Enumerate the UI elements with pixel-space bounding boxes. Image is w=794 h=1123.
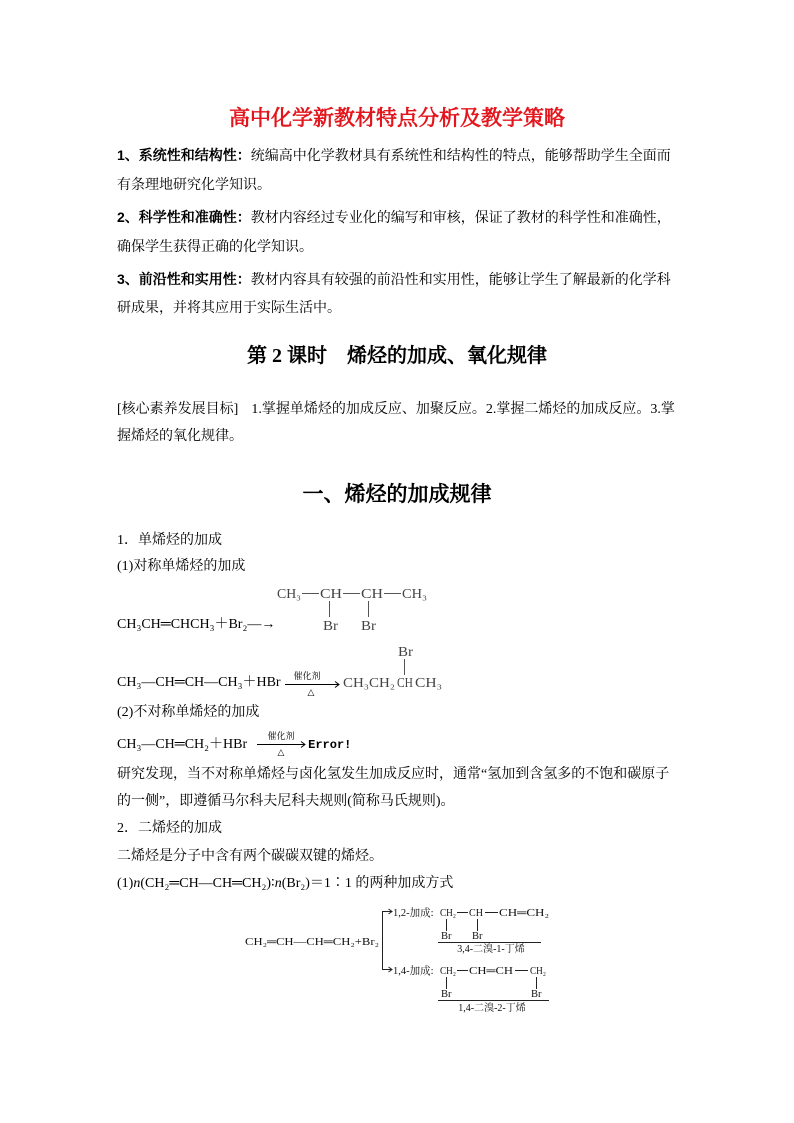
subheading-prefix: (1) [117,876,134,891]
eq3-reactants: CH₃—CH═CH₂＋HBr [117,737,248,752]
diene-heading: 2．二烯烃的加成 [117,821,222,836]
feature-3-lead: 3、前沿性和实用性： [117,271,251,287]
feature-1-line-1 [117,146,671,166]
eq1-reactants: CH₃CH═CHCH₃＋Br₂―→ [117,617,276,632]
subheading-n-2: n [274,876,282,891]
subheading-diene: (CH₂═CH—CH═CH₂)∶ [140,876,275,891]
eq1-product-structure [277,585,429,634]
feature-1-text: 统编高中化学教材具有系统性和结构性的特点，能够帮助学生全面而 [250,149,671,164]
eq1-substituent-2: Br [361,618,377,633]
route-1-substituent-2: Br [472,931,483,942]
eq2-part-2: CH [396,675,413,690]
eq1-atom-4: CH₃ [402,586,428,601]
scheme-reactants: CH₂═CH—CH═CH₂+Br₂ [245,937,380,948]
markovnikov-note-line-1: 研究发现，当不对称单烯烃与卤化氢发生加成反应时，通常“氢加到含氢多的不饱和碳原子 [117,767,670,782]
eq2-part-3: CH₃ [414,675,442,690]
route-2-substituent-1: Br [441,989,452,1000]
diene-definition: 二烯烃是分子中含有两个碳碳双键的烯烃。 [117,849,383,864]
route-2-chain-3: CH₂ [530,966,547,977]
eq2-reactants: CH₃—CH═CH—CH₃＋HBr [117,675,281,690]
markovnikov-note-line-2: 的一侧”，即遵循马尔科夫尼科夫规则(简称马氏规则)。 [117,794,455,809]
goals-label: [核心素养发展目标] [117,402,239,417]
eq1-atom-2: CH [320,586,343,601]
feature-2-line-1 [117,208,671,228]
route-2-label: 1,4-加成: [393,966,434,977]
goals-text: 1.掌握单烯烃的加成反应、加聚反应。2.掌握二烯烃的加成反应。3.掌 [251,402,675,417]
eq1-atom-1: CH₃ [277,586,302,601]
eq2-catalyst: 催化剂 [293,671,321,681]
route-1-chain-3: CH═CH₂ [499,908,550,919]
feature-2-line-2: 确保学生获得正确的化学知识。 [117,240,313,255]
eq2-reaction-arrow [285,668,341,698]
equation-hydrobromination [117,643,443,697]
route-2-product-name: 1,4-二溴-2-丁烯 [458,1003,526,1014]
subheading-n-1: n [133,876,141,891]
equation-bromination [117,585,429,634]
goals-line-1 [117,401,675,419]
mono-alkene-heading: 1．单烯烃的加成 [117,533,222,548]
feature-2-lead: 2、科学性和准确性： [117,209,251,225]
eq2-part-1: CH₃CH₂ [342,675,395,690]
eq3-heat-condition: △ [277,747,285,757]
asymmetric-heading: (2)不对称单烯烃的加成 [117,705,260,720]
eq3-reaction-arrow [257,730,307,760]
eq3-product-error: Error! [308,738,352,752]
diene-addition-scheme [240,900,560,1020]
eq1-atom-3: CH [361,586,384,601]
goals-line-2: 握烯烃的氧化规律。 [117,429,243,444]
route-1-chain-2: CH [469,908,484,919]
lesson-title: 第 2 课时 烯烃的加成、氧化规律 [247,345,547,367]
route-1-label: 1,2-加成: [393,908,434,919]
eq2-heat-condition: △ [307,687,315,697]
eq2-substituent: Br [397,644,414,659]
route-1-chain-1: CH₂ [440,908,457,919]
feature-3-line-1 [117,270,671,290]
section-heading: 一、烯烃的加成规律 [302,482,492,506]
feature-1-line-2: 有条理地研究化学知识。 [117,178,271,193]
route-2-substituent-2: Br [531,989,542,1000]
feature-2-text: 教材内容经过专业化的编写和审核，保证了教材的科学性和准确性， [250,211,671,226]
feature-1-lead: 1、系统性和结构性： [117,147,251,163]
subheading-bromine: (Br₂)＝1∶1 的两种加成方式 [281,876,454,891]
feature-3-text: 教材内容具有较强的前沿性和实用性，能够让学生了解最新的化学科 [250,273,671,288]
route-1-product-name: 3,4-二溴-1-丁烯 [457,944,525,955]
feature-3-line-2: 研成果，并将其应用于实际生活中。 [117,301,341,316]
page-title: 高中化学新教材特点分析及教学策略 [229,106,565,130]
route-1-substituent-1: Br [441,931,452,942]
diene-subheading [117,875,453,893]
symmetric-heading: (1)对称单烯烃的加成 [117,559,246,574]
eq1-substituent-1: Br [323,618,339,633]
route-2-chain-2: CH═CH [469,966,514,977]
route-2-chain-1: CH₂ [440,966,457,977]
equation-asymmetric [117,730,351,760]
eq2-product-structure [343,643,443,692]
eq3-catalyst: 催化剂 [267,731,295,741]
